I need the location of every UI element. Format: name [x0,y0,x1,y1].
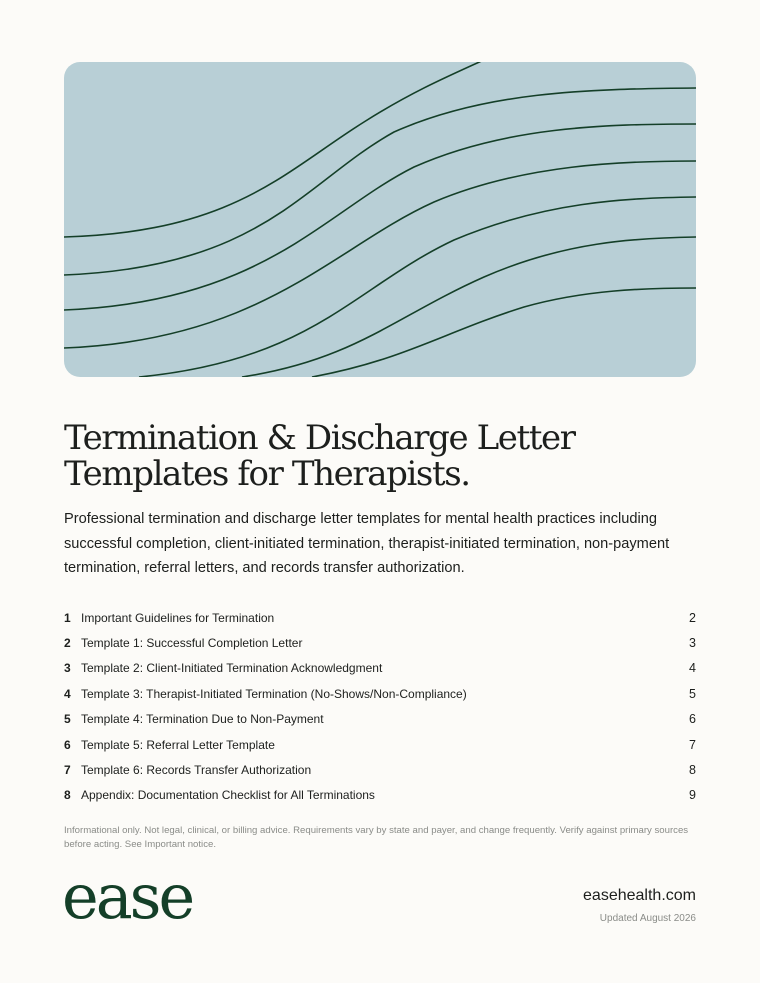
toc-number: 6 [64,737,71,752]
toc-item[interactable] [64,707,696,732]
toc-item[interactable] [64,656,696,681]
toc-item[interactable] [64,732,696,757]
ease-logo: ease [62,860,193,933]
toc-item[interactable] [64,783,696,808]
document-subtitle: Professional termination and discharge letter templates for mental health practices including successful completion, client-initiated termination, therapist-initiated termination, non-payment termination, referral letters, and records transfer authorization. [64,511,670,576]
toc-page: 6 [689,712,696,727]
toc-item[interactable] [64,605,696,630]
updated-date: Updated August 2026 [599,913,696,924]
table-of-contents [64,605,696,808]
toc-item[interactable] [64,757,696,782]
toc-page: 2 [689,610,696,625]
toc-label: Important Guidelines for Termination [81,610,275,625]
document-title: Termination & Discharge Letter Templates for Therapists. [64,418,575,494]
wave-lines-illustration [64,62,696,377]
website-link[interactable]: easehealth.com [583,887,696,904]
toc-label: Template 1: Successful Completion Letter [81,636,303,651]
toc-page: 4 [689,661,696,676]
toc-item[interactable] [64,681,696,706]
toc-number: 1 [64,610,71,625]
toc-number: 8 [64,788,71,803]
toc-page: 7 [689,737,696,752]
toc-label: Template 6: Records Transfer Authorization [81,763,312,778]
toc-number: 4 [64,686,71,701]
toc-item[interactable] [64,630,696,655]
toc-number: 3 [64,661,71,676]
toc-page: 9 [689,788,696,803]
toc-number: 7 [64,763,71,778]
toc-label: Appendix: Documentation Checklist for All Terminations [81,788,375,803]
toc-label: Template 4: Termination Due to Non-Payment [81,712,324,727]
disclaimer-text: Informational only. Not legal, clinical, or billing advice. Requirements vary by state and payer, and change frequently. Verify against primary sources before acting. See Important notice. [64,825,689,850]
toc-label: Template 2: Client-Initiated Termination Acknowledgment [81,661,383,676]
hero-banner [64,62,696,377]
toc-page: 3 [689,636,696,651]
toc-label: Template 5: Referral Letter Template [81,737,275,752]
toc-page: 8 [689,763,696,778]
toc-page: 5 [689,686,696,701]
toc-label: Template 3: Therapist-Initiated Termination (No-Shows/Non-Compliance) [81,686,467,701]
toc-number: 5 [64,712,71,727]
toc-number: 2 [64,636,71,651]
